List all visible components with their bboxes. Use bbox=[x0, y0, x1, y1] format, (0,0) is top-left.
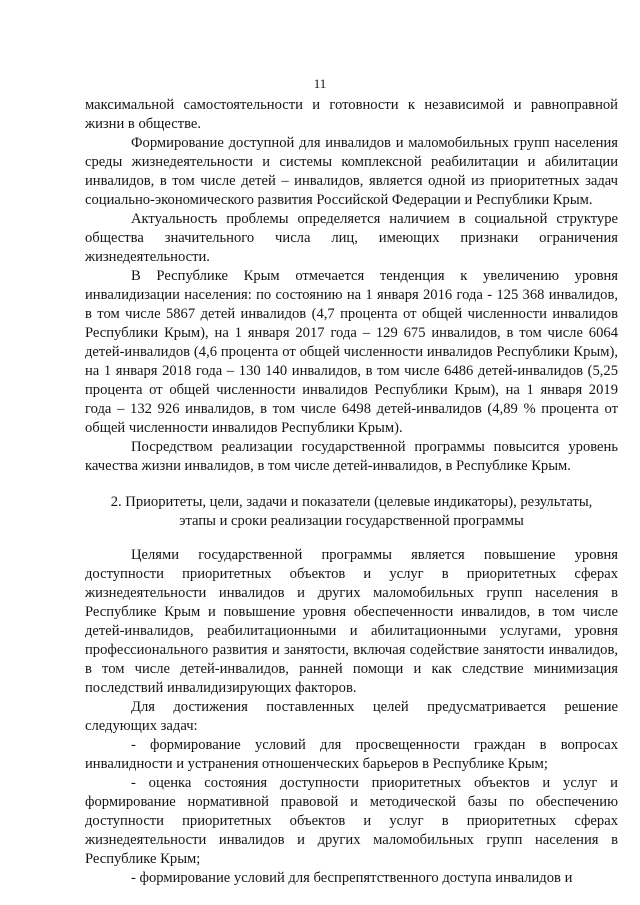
paragraph-program-goals: Целями государственной программы является повышение уровня доступности приоритетных объектов и услуг в приоритетных сферах жизнедеятельности инвалидов и других маломобильных групп населения в Республике Крым и повышение уровня обеспеченности инвалидов, в том числе детей-инвалидов, реабилитационными и абилитационными услугами, уровня профессионального развития и занятости, включая содействие занятости инвалидов, в том числе детей-инвалидов, ранней помощи и как следствие минимизация последствий инвалидизирующих факторов. bbox=[85, 547, 618, 696]
paragraph-program-outcome: Посредством реализации государственной программы повысится уровень качества жизни инвалидов, в том числе детей-инвалидов, в Республике Крым. bbox=[85, 439, 618, 474]
page-number: 11 bbox=[313, 76, 327, 91]
paragraph-continuation: максимальной самостоятельности и готовности к независимой и равноправной жизни в обществе. bbox=[85, 97, 618, 132]
paragraph-tasks-intro: Для достижения поставленных целей предусматривается решение следующих задач: bbox=[85, 699, 618, 734]
paragraph-accessible-environment: Формирование доступной для инвалидов и маломобильных групп населения среды жизнедеятельности и системы комплексной реабилитации и абилитации инвалидов, в том числе детей – инвалидов, является одной из приоритетных задач социально-экономического развития Российской Федерации и Республики Крым. bbox=[85, 135, 618, 208]
document-body bbox=[85, 96, 618, 888]
task-item-assessment: - оценка состояния доступности приоритетных объектов и услуг и формирование нормативной правовой и методической базы по обеспечению доступности приоритетных объектов и услуг в приоритетных сферах жизнедеятельности инвалидов и других маломобильных групп населения в Республике Крым; bbox=[85, 775, 618, 867]
paragraph-disability-statistics: В Республике Крым отмечается тенденция к увеличению уровня инвалидизации населения: по состоянию на 1 января 2016 года - 125 368 инвалидов, в том числе 5867 детей инвалидов (4,7 процента от общей численности инвалидов Республики Крым), на 1 января 2017 года – 129 675 инвалидов, в том числе 6064 детей-инвалидов (4,6 процента от общей численности инвалидов Республики Крым), на 1 января 2018 года – 130 140 инвалидов, в том числе 6486 детей-инвалидов (5,25 процента от общей численности инвалидов Республики Крым), на 1 января 2019 года – 132 926 инвалидов, в том числе 6498 детей-инвалидов (4,89 % процента от общей численности инвалидов Республики Крым). bbox=[85, 268, 618, 436]
task-item-awareness: - формирование условий для просвещенности граждан в вопросах инвалидности и устранения отношенческих барьеров в Республике Крым; bbox=[85, 737, 618, 772]
section-heading-line-1: 2. Приоритеты, цели, задачи и показатели (целевые индикаторы), результаты, bbox=[110, 494, 593, 510]
section-heading-line-2: этапы и сроки реализации государственной программы bbox=[179, 513, 524, 529]
section-heading bbox=[85, 493, 618, 531]
task-item-access: - формирование условий для беспрепятственного доступа инвалидов и bbox=[131, 870, 573, 886]
paragraph-relevance: Актуальность проблемы определяется наличием в социальной структуре общества значительного числа лиц, имеющих признаки ограничения жизнедеятельности. bbox=[85, 211, 618, 265]
